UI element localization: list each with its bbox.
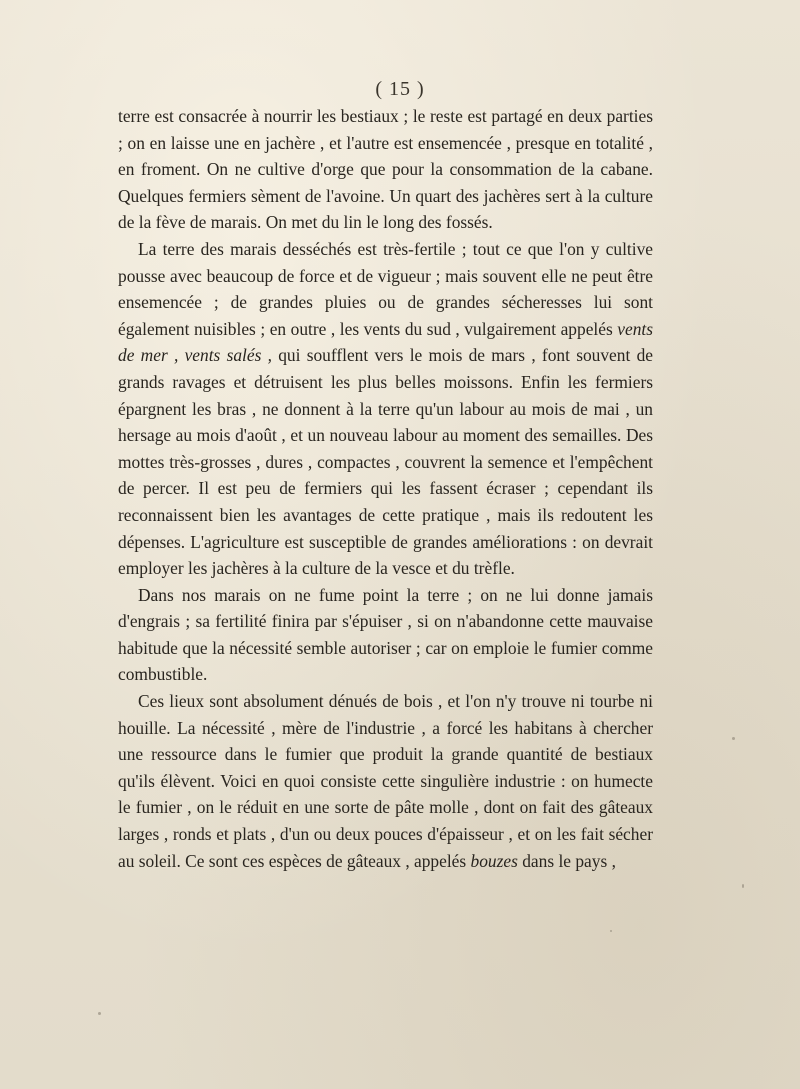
paragraph-2-italic: vents de mer , vents salés , bbox=[118, 318, 653, 366]
paper-speck bbox=[742, 884, 744, 888]
paragraph-2-text-a: La terre des marais desséchés est très-fertile ; tout ce que l'on y cultive pousse avec beaucoup de force et de vigueur ; mais souvent elle ne peut être ensemencée ; de grandes pluies ou de grandes sécheresses lui sont également nuisibles ; en outre , les vents du sud , vulgairement appelés bbox=[118, 238, 653, 339]
paragraph-4-text-a: Ces lieux sont absolument dénués de bois , et l'on n'y trouve ni tourbe ni houille. La nécessité , mère de l'industrie , a forcé les habitans à chercher une ressource dans le fumier que produit la grande quantité de bestiaux qu'ils élèvent. Voici en quoi consiste cette singulière industrie : on humecte le fumier , on le réduit en une sorte de pâte molle , dont on fait des gâteaux larges , ronds et plats , d'un ou deux pouces d'épaisseur , et on les fait sécher au soleil. Ce sont ces espèces de gâteaux , appelés bbox=[118, 691, 653, 871]
paragraph-3-text: Dans nos marais on ne fume point la terre ; on ne lui donne jamais d'engrais ; sa fertilité finira par s'épuiser , si on n'abandonne cette mauvaise habitude que la nécessité semble autoriser ; car on emploie le fumier comme combustible. bbox=[118, 584, 653, 685]
paragraph-4-italic: bouzes bbox=[470, 850, 518, 871]
paper-speck bbox=[732, 737, 735, 740]
paragraph-1-text: terre est consacrée à nourrir les bestiaux ; le reste est partagé en deux parties ; on en laisse une en jachère , et l'autre est ensemencée , presque en totalité , en froment. On ne cultive d'orge que pour la consommation de la cabane. Quelques fermiers sèment de l'avoine. Un quart des jachères sert à la culture de la fève de marais. On met du lin le long des fossés. bbox=[118, 106, 653, 233]
paragraph-2 bbox=[118, 236, 653, 582]
body-text bbox=[118, 103, 653, 874]
paragraph-2-text-b: qui soufflent vers le mois de mars , font souvent de grands ravages et détruisent les plus belles moissons. Enfin les fermiers épargnent les bras , ne donnent à la terre qu'un labour au mois de mai , un hersage au mois d'août , et un nouveau labour au moment des semailles. Des mottes très-grosses , dures , compactes , couvrent la semence et l'empêchent de percer. Il est peu de fermiers qui les fassent écraser ; cependant ils reconnaissent bien les avantages de cette pratique , mais ils redoutent les dépenses. L'agriculture est susceptible de grandes améliorations : on devrait employer les jachères à la culture de la vesce et du trèfle. bbox=[118, 345, 653, 579]
paper-speck bbox=[610, 930, 612, 932]
paper-speck bbox=[98, 1012, 101, 1015]
paragraph-3 bbox=[118, 582, 653, 688]
paragraph-4 bbox=[118, 688, 653, 874]
page-number: ( 15 ) bbox=[375, 78, 425, 100]
paragraph-4-text-b: dans le pays , bbox=[517, 850, 616, 871]
paragraph-1 bbox=[118, 103, 653, 236]
